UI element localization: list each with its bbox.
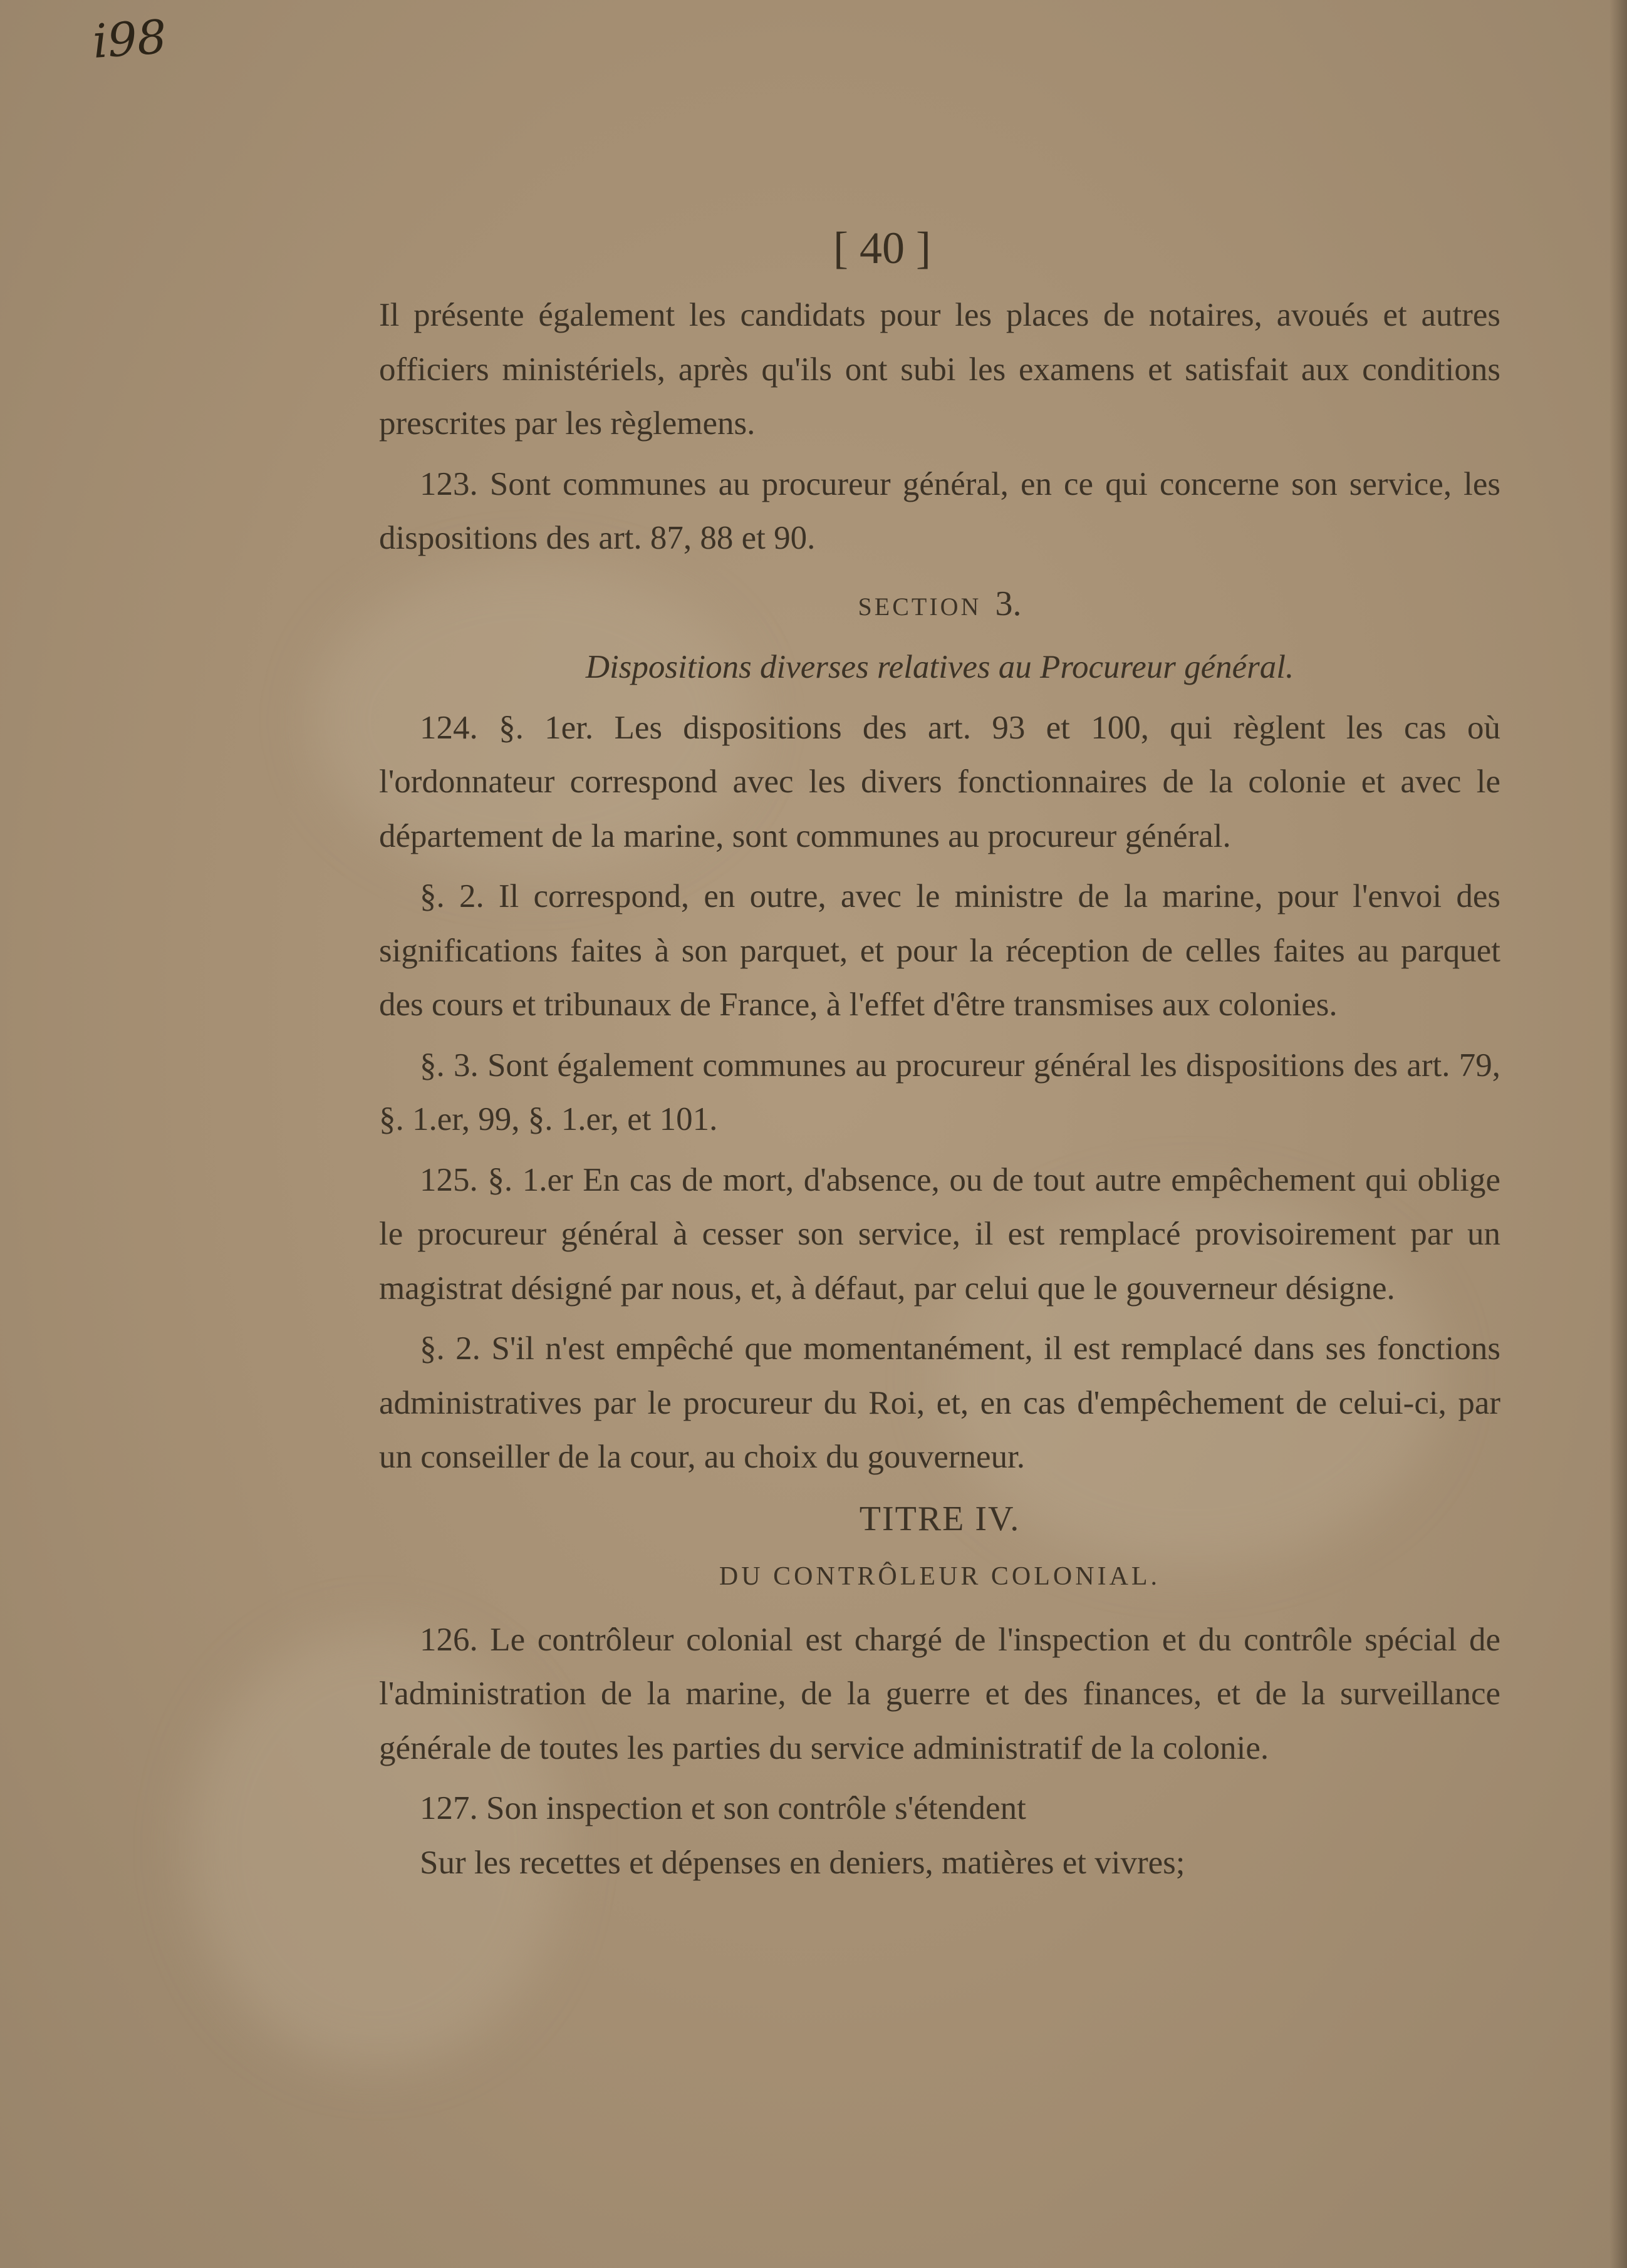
article-125-p1: 125. §. 1.er En cas de mort, d'absence, ou de tout autre empêchement qui oblige le procureur général à cesser son service, il est remplacé provisoirement par un magistrat désigné par nous, et, à défaut, par celui que le gouverneur désigne.: [379, 1161, 1500, 1307]
section-label: SECTION: [858, 592, 982, 621]
page-number: [ 40 ]: [833, 223, 931, 273]
article-127-item: Sur les recettes et dépenses en deniers, matières et vivres;: [420, 1844, 1185, 1881]
section-heading: [379, 577, 1500, 634]
page-edge-shadow: [1609, 0, 1627, 2268]
section-title: Dispositions diverses relatives au Procureur général.: [585, 649, 1294, 685]
handwritten-folio-mark: i98: [91, 9, 169, 70]
article-123: 123. Sont communes au procureur général, en ce qui concerne son service, les dispositions des art. 87, 88 et 90.: [379, 465, 1500, 556]
section-number: 3.: [995, 584, 1022, 623]
paragraph-continuation: Il présente également les candidats pour les places de notaires, avoués et autres officiers ministériels, après qu'ils ont subi les examens et satisfait aux conditions prescrites par les règlemens.: [379, 297, 1500, 442]
article-127: 127. Son inspection et son contrôle s'étendent: [420, 1790, 1026, 1826]
titre-subheading: DU CONTRÔLEUR COLONIAL.: [719, 1562, 1161, 1591]
article-126: 126. Le contrôleur colonial est chargé de l'inspection et du contrôle spécial de l'administration de la marine, de la guerre et des finances, et de la surveillance générale de toutes les parties du service administratif de la colonie.: [379, 1621, 1500, 1766]
titre-heading: TITRE IV.: [859, 1499, 1021, 1538]
article-124-p1: 124. §. 1er. Les dispositions des art. 93 et 100, qui règlent les cas où l'ordonnateur correspond avec les divers fonctionnaires de la colonie et avec le département de la marine, sont communes au procureur général.: [379, 709, 1500, 854]
page-body: [379, 288, 1500, 1890]
article-124-p2: §. 2. Il correspond, en outre, avec le ministre de la marine, pour l'envoi des significations faites à son parquet, et pour la réception de celles faites au parquet des cours et tribunaux de France, à l'effet d'être transmises aux colonies.: [379, 878, 1500, 1023]
article-124-p3: §. 3. Sont également communes au procureur général les dispositions des art. 79, §. 1.er, 99, §. 1.er, et 101.: [379, 1047, 1500, 1137]
article-125-p2: §. 2. S'il n'est empêché que momentanément, il est remplacé dans ses fonctions administratives par le procureur du Roi, et, en cas d'empêchement de celui-ci, par un conseiller de la cour, au choix du gouverneur.: [379, 1330, 1500, 1475]
